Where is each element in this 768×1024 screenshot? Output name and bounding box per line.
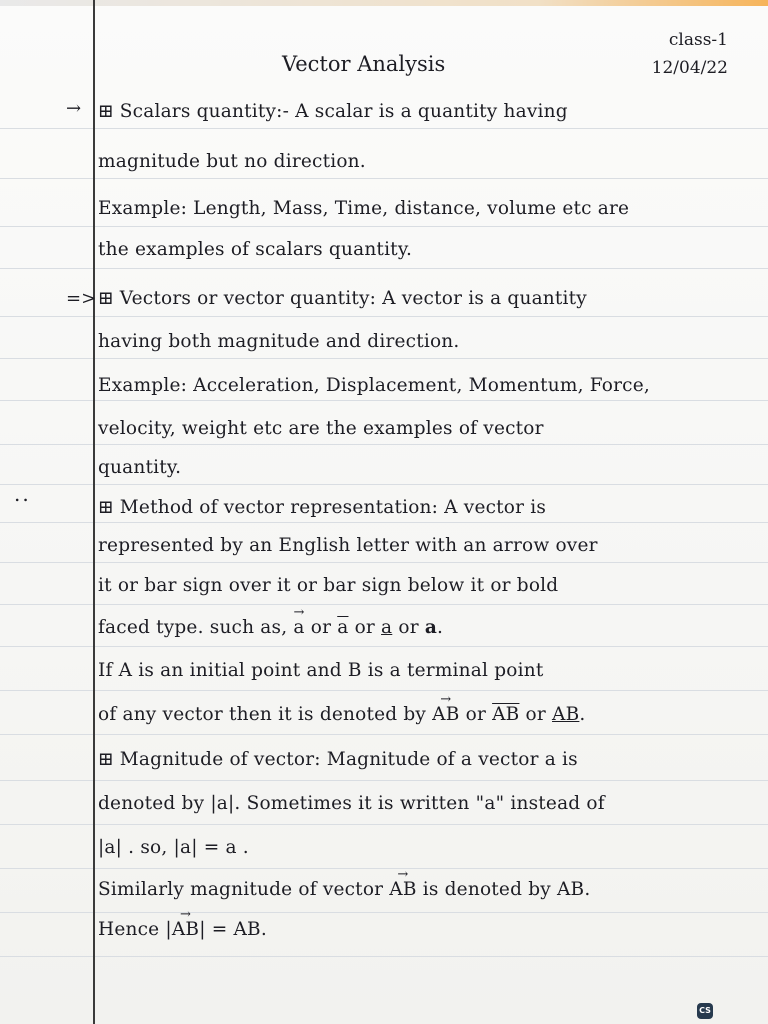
page-title: Vector Analysis bbox=[282, 52, 446, 76]
vector-underbar-notation: a bbox=[381, 617, 393, 638]
text-line: the examples of scalars quantity. bbox=[98, 239, 413, 260]
vector-bold-notation: a bbox=[424, 617, 438, 638]
text-fragment: or bbox=[354, 617, 375, 638]
notation-line bbox=[98, 878, 590, 902]
bullet-arrow: → bbox=[66, 98, 82, 119]
ruled-line bbox=[0, 956, 768, 957]
text-line: represented by an English letter with an arrow over bbox=[98, 535, 598, 556]
text-line: magnitude but no direction. bbox=[98, 151, 366, 172]
text-fragment: | = AB. bbox=[199, 919, 267, 940]
ruled-line bbox=[0, 444, 768, 445]
notation-line bbox=[98, 703, 585, 727]
ruled-line bbox=[0, 868, 768, 869]
ruled-line bbox=[0, 358, 768, 359]
ruled-line bbox=[0, 522, 768, 523]
margin-line bbox=[93, 0, 95, 1024]
ruled-line bbox=[0, 646, 768, 647]
text-fragment: or bbox=[465, 704, 486, 725]
ruled-line bbox=[0, 734, 768, 735]
notation-line bbox=[98, 918, 267, 942]
text-fragment: . bbox=[579, 704, 586, 725]
vector-definition-line: ⊞ Vectors or vector quantity: A vector is a quantity bbox=[98, 288, 587, 309]
ruled-line bbox=[0, 400, 768, 401]
vector-overbar-notation: $\overline{AB}$ bbox=[492, 704, 520, 725]
vector-example-line: Example: Acceleration, Displacement, Momentum, Force, bbox=[98, 375, 650, 396]
ruled-line bbox=[0, 690, 768, 691]
vector-underbar-notation: AB bbox=[552, 704, 580, 725]
text-line: denoted by |a|. Sometimes it is written "a" instead of bbox=[98, 793, 605, 814]
ruled-line bbox=[0, 780, 768, 781]
text-line: it or bar sign over it or bar sign below it or bold bbox=[98, 575, 559, 596]
text-line: having both magnitude and direction. bbox=[98, 331, 460, 352]
vector-arrow-notation: → AB bbox=[432, 703, 459, 727]
scalar-example-line: Example: Length, Mass, Time, distance, volume etc are bbox=[98, 198, 630, 219]
text-fragment: of any vector then it is denoted by bbox=[98, 704, 427, 725]
text-line: If A is an initial point and B is a terminal point bbox=[98, 660, 544, 681]
vector-arrow-notation: → a bbox=[293, 616, 304, 640]
page-top-edge bbox=[0, 0, 768, 6]
text-line: quantity. bbox=[98, 457, 182, 478]
vector-arrow-notation: → AB bbox=[389, 878, 416, 902]
date-label: 12/04/22 bbox=[651, 58, 728, 78]
text-fragment: . bbox=[437, 617, 444, 638]
camscanner-logo: CS bbox=[697, 1003, 713, 1019]
ruled-line bbox=[0, 484, 768, 485]
text-fragment: or bbox=[310, 617, 332, 638]
ruled-line bbox=[0, 604, 768, 605]
ruled-line bbox=[0, 562, 768, 563]
ruled-line bbox=[0, 316, 768, 317]
ruled-line bbox=[0, 912, 768, 913]
text-fragment: Similarly magnitude of vector bbox=[98, 879, 384, 900]
text-line: velocity, weight etc are the examples of vector bbox=[98, 418, 544, 439]
class-label: class-1 bbox=[668, 30, 728, 50]
notation-line bbox=[98, 616, 443, 640]
ruled-line bbox=[0, 178, 768, 179]
text-fragment: or bbox=[525, 704, 546, 725]
scalar-definition-line: ⊞ Scalars quantity:- A scalar is a quantity having bbox=[98, 101, 568, 122]
ruled-line bbox=[0, 128, 768, 129]
text-fragment: is denoted by AB. bbox=[422, 879, 591, 900]
ruled-line bbox=[0, 268, 768, 269]
representation-heading-line: ⊞ Method of vector representation: A vector is bbox=[98, 497, 547, 518]
margin-dots: .. bbox=[14, 482, 31, 506]
magnitude-heading-line: ⊞ Magnitude of vector: Magnitude of a vector a is bbox=[98, 749, 578, 770]
text-fragment: faced type. such as, bbox=[98, 617, 288, 638]
text-fragment: or bbox=[398, 617, 419, 638]
vector-overbar-notation: $\overline{a}$ bbox=[337, 617, 349, 638]
bullet-arrow: => bbox=[66, 288, 97, 309]
vector-arrow-notation: → AB bbox=[172, 918, 199, 942]
text-line: |a| . so, |a| = a . bbox=[98, 837, 249, 858]
ruled-line bbox=[0, 226, 768, 227]
ruled-line bbox=[0, 824, 768, 825]
text-fragment: Hence | bbox=[98, 919, 172, 940]
